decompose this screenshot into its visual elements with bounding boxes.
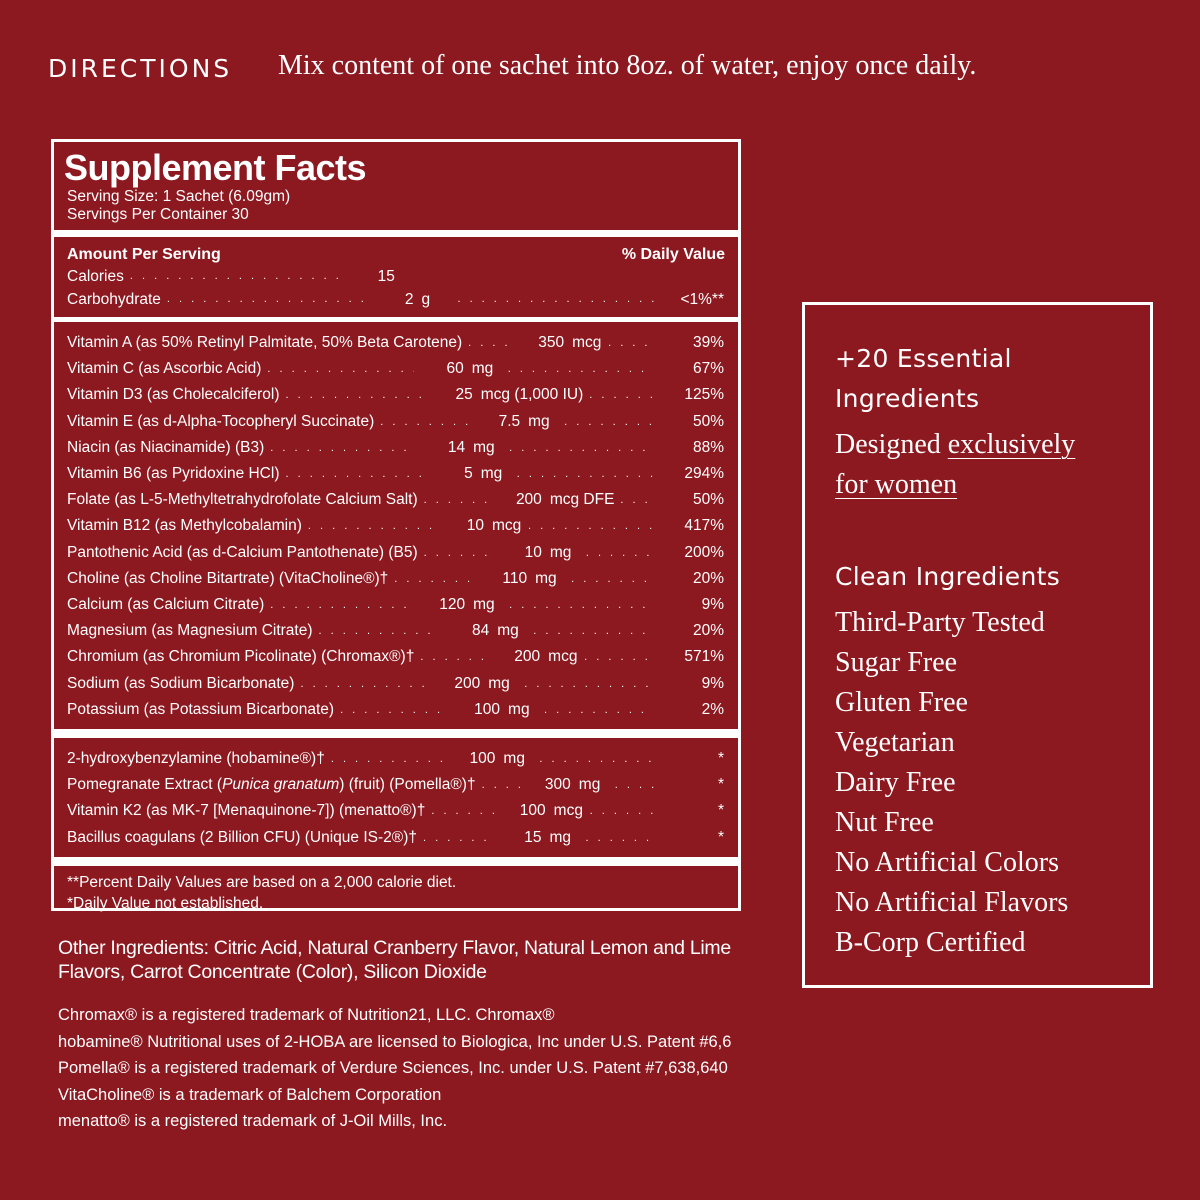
nutrient-row bbox=[67, 356, 724, 382]
leader-dots bbox=[533, 746, 654, 772]
nutrient-dv: <1%** bbox=[680, 291, 724, 308]
leader-dots bbox=[261, 356, 413, 382]
nutrient-name: Vitamin D3 (as Cholecalciferol) bbox=[67, 386, 280, 404]
nutrient-dv: 88% bbox=[692, 438, 724, 456]
nutrient-dv: 50% bbox=[692, 412, 724, 430]
nutrient-row bbox=[67, 566, 724, 592]
nutrient-unit: mg bbox=[488, 674, 510, 692]
nutrient-unit: mg bbox=[549, 543, 572, 561]
nutrient-unit: mg bbox=[549, 828, 572, 846]
leader-dots bbox=[558, 409, 654, 435]
footnotes bbox=[67, 872, 725, 914]
nutrient-amount: 7.5 bbox=[498, 412, 521, 430]
nutrient-amount: 100 bbox=[519, 802, 546, 820]
nutrient-dv: 20% bbox=[692, 622, 724, 640]
nutrient-name: Niacin (as Niacinamide) (B3) bbox=[67, 438, 265, 456]
nutrient-unit: mcg DFE bbox=[549, 491, 615, 509]
nutrient-amount: 10 bbox=[466, 517, 484, 535]
clean-ingredients-list bbox=[835, 603, 1150, 963]
nutrient-row bbox=[67, 825, 724, 851]
nutrient-amount: 300 bbox=[544, 776, 571, 794]
leader-dots bbox=[583, 382, 654, 408]
trademark-line: VitaCholine® is a trademark of Balchem Corporation bbox=[58, 1085, 442, 1104]
nutrient-row bbox=[67, 644, 724, 670]
nutrient-unit: mcg bbox=[548, 648, 578, 666]
nutrient-amount: 5 bbox=[464, 465, 473, 483]
footnote-dv: **Percent Daily Values are based on a 2,000 calorie diet. bbox=[67, 873, 457, 891]
clean-item: Vegetarian bbox=[835, 727, 955, 758]
nutrient-amount: 15 bbox=[377, 268, 395, 285]
clean-item: Dairy Free bbox=[835, 767, 956, 798]
nutrient-amount: 60 bbox=[446, 360, 464, 378]
supplement-facts-panel bbox=[51, 139, 741, 911]
nutrient-row bbox=[67, 746, 724, 772]
nutrient-name: Pomegranate Extract (Punica granatum) (fruit) (Pomella®)† bbox=[67, 776, 476, 794]
nutrient-amount: 100 bbox=[469, 750, 496, 768]
nutrient-dv: 50% bbox=[692, 491, 724, 509]
nutrient-amount: 200 bbox=[515, 491, 542, 509]
nutrient-dv: 200% bbox=[684, 543, 724, 561]
nutrient-dv: 417% bbox=[684, 517, 724, 535]
nutrient-amount: 100 bbox=[474, 700, 501, 718]
clean-item: Gluten Free bbox=[835, 687, 968, 718]
other-ingredients: Other Ingredients: Citric Acid, Natural Cranberry Flavor, Natural Lemon and Lime Flavors, Carrot Concentrate (Color), Silicon Dioxide bbox=[58, 937, 731, 983]
leader-dots bbox=[264, 435, 415, 461]
leader-dots bbox=[264, 592, 415, 618]
leader-dots bbox=[602, 330, 654, 356]
nutrient-dv: * bbox=[717, 802, 724, 820]
serving-size: Serving Size: 1 Sachet (6.09gm) bbox=[67, 188, 291, 205]
nutrient-name: Vitamin B6 (as Pyridoxine HCl) bbox=[67, 465, 280, 483]
calories-row bbox=[67, 265, 724, 288]
nutrient-unit: mg bbox=[508, 700, 530, 718]
footnote-not-established: *Daily Value not established. bbox=[67, 894, 264, 912]
nutrient-name: Potassium (as Potassium Bicarbonate) bbox=[67, 700, 335, 718]
nutrient-name: Bacillus coagulans (2 Billion CFU) (Unique IS-2®)† bbox=[67, 828, 417, 846]
nutrient-row bbox=[67, 592, 724, 618]
nutrient-dv: 20% bbox=[692, 569, 724, 587]
leader-dots bbox=[462, 330, 514, 356]
divider-thick bbox=[54, 230, 738, 237]
nutrient-name: Vitamin E (as d-Alpha-Tocopheryl Succinate) bbox=[67, 412, 375, 430]
clean-item: No Artificial Colors bbox=[835, 847, 1059, 878]
leader-dots bbox=[511, 461, 654, 487]
facts-header-row bbox=[67, 245, 725, 265]
nutrient-dv: 571% bbox=[684, 648, 724, 666]
nutrient-dv: * bbox=[717, 828, 724, 846]
leader-dots bbox=[294, 671, 430, 697]
nutrient-amount: 2 bbox=[404, 291, 414, 308]
vitamins-list bbox=[62, 322, 730, 729]
servings-per-container: Servings Per Container 30 bbox=[67, 206, 249, 223]
nutrient-unit: mg bbox=[578, 776, 601, 794]
carbohydrate-row bbox=[67, 288, 724, 311]
nutrient-name: Calcium (as Calcium Citrate) bbox=[67, 596, 265, 614]
nutrient-amount: 15 bbox=[524, 828, 542, 846]
nutrient-dv: * bbox=[717, 750, 724, 768]
amount-per-serving-header: Amount Per Serving bbox=[67, 246, 221, 263]
benefits-box bbox=[802, 302, 1153, 988]
nutrient-name: Folate (as L-5-Methyltetrahydrofolate Calcium Salt) bbox=[67, 491, 418, 509]
nutrient-unit: mcg bbox=[572, 334, 602, 351]
trademark-line: menatto® is a registered trademark of J-Oil Mills, Inc. bbox=[58, 1112, 448, 1130]
nutrient-name: Vitamin K2 (as MK-7 [Menaquinone-7]) (menatto®)† bbox=[67, 802, 426, 820]
leader-dots bbox=[124, 265, 345, 288]
essential-description bbox=[835, 425, 1150, 505]
nutrient-name: Vitamin B12 (as Methylcobalamin) bbox=[67, 517, 302, 535]
nutrient-dv: 125% bbox=[684, 386, 724, 404]
leader-dots bbox=[538, 697, 654, 723]
nutrient-dv: 9% bbox=[701, 674, 724, 692]
essential-title-line: +20 Essential bbox=[835, 344, 1012, 373]
desc-link-exclusively[interactable]: exclusively bbox=[947, 429, 1076, 460]
nutrient-dv: 39% bbox=[692, 334, 724, 351]
leader-dots bbox=[418, 487, 492, 513]
trademark-line: hobamine® Nutritional uses of 2-HOBA are licensed to Biologica, Inc under U.S. Patent #6,6 bbox=[58, 1032, 732, 1051]
nutrient-row bbox=[67, 513, 724, 539]
nutrient-unit: mcg (1,000 IU) bbox=[480, 386, 584, 404]
leader-dots bbox=[614, 487, 654, 513]
clean-item: Sugar Free bbox=[835, 647, 958, 678]
nutrient-dv: 294% bbox=[684, 465, 724, 483]
nutrient-row bbox=[67, 487, 724, 513]
nutrient-row bbox=[67, 772, 724, 798]
nutrient-name: Vitamin A (as 50% Retinyl Palmitate, 50% Beta Carotene) bbox=[67, 334, 463, 351]
nutrient-name: Calories bbox=[67, 268, 124, 285]
nutrient-unit: mcg bbox=[553, 802, 583, 820]
leader-dots bbox=[374, 409, 470, 435]
leader-dots bbox=[579, 825, 654, 851]
nutrient-amount: 14 bbox=[447, 438, 466, 456]
nutrient-row bbox=[67, 330, 724, 356]
leader-dots bbox=[418, 540, 492, 566]
nutrient-row bbox=[67, 798, 724, 824]
leader-dots bbox=[527, 618, 654, 644]
nutrient-name: Sodium (as Sodium Bicarbonate) bbox=[67, 674, 295, 692]
nutrient-unit: mcg bbox=[491, 517, 522, 535]
leader-dots bbox=[565, 566, 654, 592]
nutrient-name: Carbohydrate bbox=[67, 291, 161, 308]
nutrient-unit: mg bbox=[471, 360, 494, 378]
leader-dots bbox=[503, 435, 654, 461]
leader-dots bbox=[325, 746, 446, 772]
trademark-notes bbox=[58, 1002, 768, 1135]
nutrient-name: Pantothenic Acid (as d-Calcium Pantothenate) (B5) bbox=[67, 543, 418, 561]
leader-dots bbox=[451, 288, 654, 311]
nutrient-name: Magnesium (as Magnesium Citrate) bbox=[67, 622, 313, 640]
nutrient-name: Chromium (as Chromium Picolinate) (Chromax®)† bbox=[67, 648, 415, 666]
leader-dots bbox=[279, 461, 422, 487]
leader-dots bbox=[280, 382, 423, 408]
nutrient-amount: 120 bbox=[439, 596, 466, 614]
nutrient-dv: * bbox=[717, 776, 724, 794]
trademark-line: Chromax® is a registered trademark of Nutrition21, LLC. Chromax® bbox=[58, 1006, 555, 1024]
nutrient-unit: mg bbox=[473, 596, 495, 614]
nutrient-name: Vitamin C (as Ascorbic Acid) bbox=[67, 360, 262, 378]
essential-title-line: Ingredients bbox=[835, 384, 980, 413]
leader-dots bbox=[161, 288, 364, 311]
desc-link-for-women[interactable]: for women bbox=[835, 469, 958, 500]
nutrient-amount: 200 bbox=[454, 674, 481, 692]
nutrient-unit: g bbox=[421, 291, 431, 308]
leader-dots bbox=[414, 644, 490, 670]
leader-dots bbox=[503, 592, 654, 618]
nutrient-name: 2-hydroxybenzylamine (hobamine®)† bbox=[67, 750, 325, 768]
leader-dots bbox=[388, 566, 477, 592]
nutrient-unit: mg bbox=[503, 750, 525, 768]
leader-dots bbox=[417, 825, 492, 851]
nutrient-row bbox=[67, 671, 724, 697]
essential-ingredients-title bbox=[835, 339, 1150, 419]
trademark-line: Pomella® is a registered trademark of Verdure Sciences, Inc. under U.S. Patent #7,638,640 bbox=[58, 1059, 728, 1077]
nutrient-dv: 67% bbox=[692, 360, 724, 378]
nutrient-row bbox=[67, 540, 724, 566]
nutrient-name: Choline (as Choline Bitartrate) (VitaCholine®)† bbox=[67, 569, 389, 587]
clean-item: No Artificial Flavors bbox=[835, 887, 1069, 918]
nutrient-row bbox=[67, 435, 724, 461]
leader-dots bbox=[522, 513, 654, 539]
nutrient-row bbox=[67, 697, 724, 723]
clean-ingredients-title: Clean Ingredients bbox=[835, 562, 1061, 591]
desc-prefix: Designed bbox=[835, 429, 948, 460]
nutrient-row bbox=[67, 461, 724, 487]
nutrient-row bbox=[67, 382, 724, 408]
leader-dots bbox=[313, 618, 440, 644]
clean-item: B-Corp Certified bbox=[835, 927, 1026, 958]
leader-dots bbox=[302, 513, 434, 539]
nutrient-unit: mg bbox=[528, 412, 550, 430]
nutrient-unit: mg bbox=[473, 438, 495, 456]
clean-item: Nut Free bbox=[835, 807, 934, 838]
nutrient-unit: mg bbox=[497, 622, 519, 640]
clean-item: Third-Party Tested bbox=[835, 607, 1045, 638]
facts-title: Supplement Facts bbox=[64, 147, 367, 188]
daily-value-header: % Daily Value bbox=[621, 246, 725, 263]
nutrient-row bbox=[67, 618, 724, 644]
leader-dots bbox=[476, 772, 521, 798]
leader-dots bbox=[518, 671, 654, 697]
divider-heavy bbox=[54, 729, 738, 738]
leader-dots bbox=[334, 697, 450, 723]
leader-dots bbox=[425, 798, 495, 824]
nutrient-amount: 350 bbox=[538, 334, 565, 351]
nutrient-amount: 200 bbox=[514, 648, 541, 666]
nutrient-amount: 25 bbox=[455, 386, 473, 404]
directions-label: DIRECTIONS bbox=[48, 54, 233, 83]
leader-dots bbox=[609, 772, 654, 798]
nutrient-row bbox=[67, 409, 724, 435]
nutrient-unit: mg bbox=[480, 465, 503, 483]
nutrient-amount: 110 bbox=[502, 569, 528, 587]
leader-dots bbox=[584, 798, 654, 824]
nutrient-unit: mg bbox=[535, 569, 557, 587]
leader-dots bbox=[502, 356, 654, 382]
nutrient-dv: 9% bbox=[701, 596, 724, 614]
leader-dots bbox=[578, 644, 654, 670]
nutrient-amount: 84 bbox=[472, 622, 490, 640]
leader-dots bbox=[580, 540, 654, 566]
other-ingredients-list bbox=[62, 738, 730, 857]
nutrient-amount: 10 bbox=[524, 543, 542, 561]
nutrient-dv: 2% bbox=[701, 700, 724, 718]
directions-text: Mix content of one sachet into 8oz. of water, enjoy once daily. bbox=[278, 50, 977, 81]
divider-heavy bbox=[54, 857, 738, 866]
